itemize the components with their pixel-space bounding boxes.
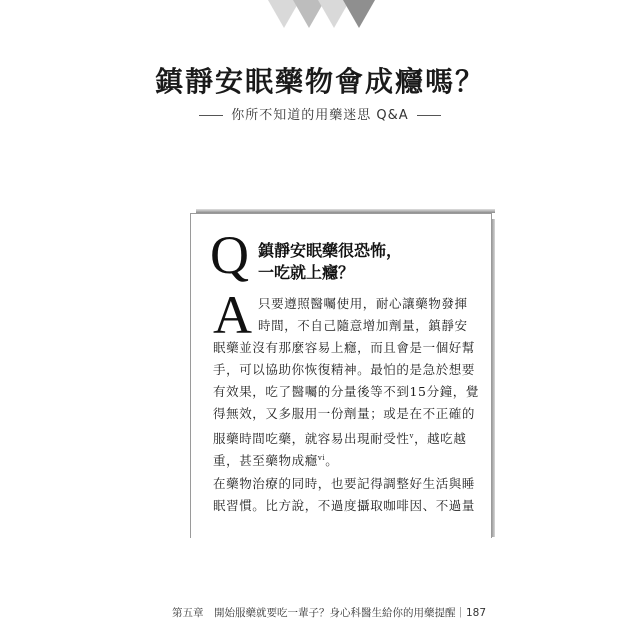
answer-line — [213, 448, 338, 471]
answer-text: 服藥時間吃藥，就容易出現耐受性 — [213, 431, 410, 447]
paragraph-line: 眠習慣。比方說，不過度攝取咖啡因、不過量 — [213, 498, 476, 513]
page-subtitle — [0, 104, 640, 123]
question-line: 鎮靜安眠藥很恐怖， — [258, 241, 403, 260]
page-footer: 第五章 開始服藥就要吃一輩子？身心科醫生給你的用藥提醒｜187 — [171, 607, 486, 619]
answer-line — [213, 426, 466, 449]
answer-text: 。 — [325, 453, 339, 469]
answer-line: 只要遵照醫囑使用，耐心讓藥物發揮 — [258, 296, 468, 311]
footnote-v: v — [409, 432, 415, 440]
answer-text: 重，甚至藥物成癮 — [213, 453, 318, 469]
paragraph-line: 在藥物治療的同時，也要記得調整好生活與睡 — [213, 476, 476, 491]
answer-line: 手，可以協助你恢復精神。最怕的是急於想要 — [213, 362, 476, 377]
footnote-vi: vi — [317, 454, 326, 462]
answer-letter: A — [213, 285, 252, 345]
answer-line: 時間，不自己隨意增加劑量，鎮靜安 — [258, 318, 468, 333]
question-line: 一吃就上癮？ — [258, 263, 355, 282]
question-letter: Q — [210, 225, 249, 285]
answer-line: 有效果，吃了醫囑的分量後等不到15分鐘，覺 — [213, 384, 480, 399]
answer-line: 眠藥並沒有那麼容易上癮，而且會是一個好幫 — [213, 340, 476, 355]
subtitle-text: 你所不知道的用藥迷思 Q&A — [231, 108, 409, 123]
question-text — [258, 240, 402, 284]
subtitle-rule-left — [199, 115, 223, 116]
answer-text: ，越吃越 — [414, 431, 467, 447]
page-title: 鎮靜安眠藥物會成癮嗎？ — [154, 65, 485, 98]
subtitle-rule-right — [417, 115, 441, 116]
answer-line: 得無效，又多服用一份劑量；或是在不正確的 — [213, 406, 476, 421]
